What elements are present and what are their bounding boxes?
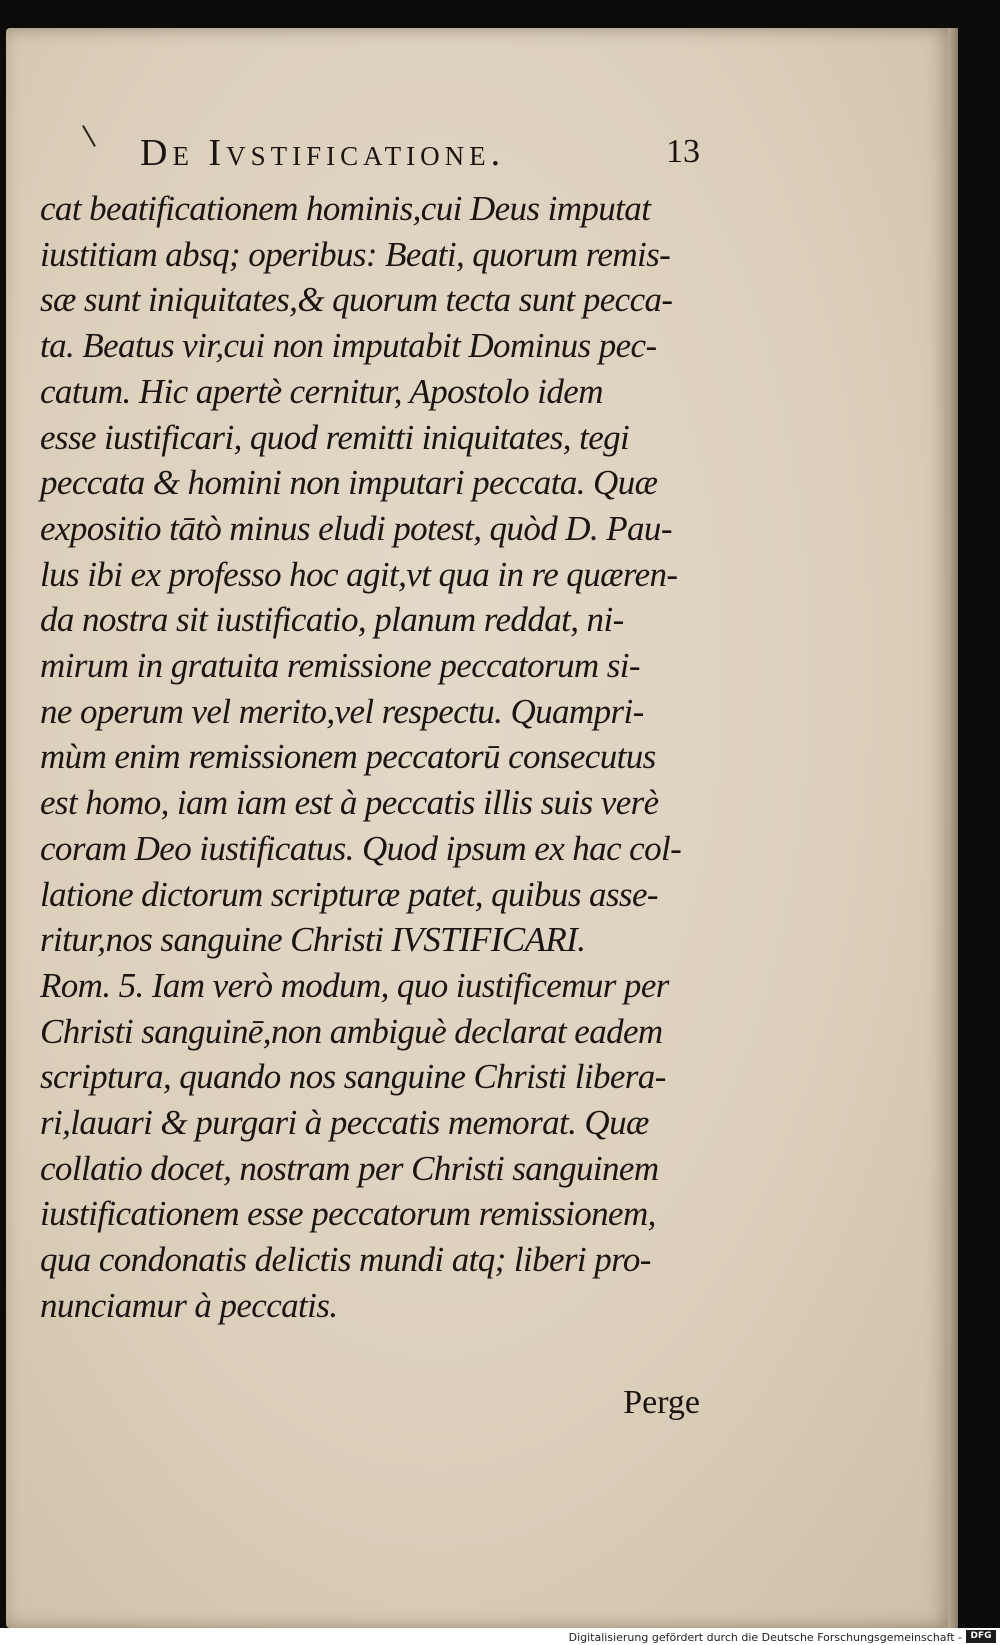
text-line: nunciamur à peccatis. — [40, 1285, 338, 1325]
dfg-logo-icon: DFG — [966, 1630, 996, 1643]
page-number: 13 — [666, 133, 700, 170]
funding-credit: Digitalisierung gefördert durch die Deutsche Forschungsgemeinschaft - — [568, 1631, 962, 1644]
text-line: scriptura, quando nos sanguine Christi libera- — [40, 1057, 666, 1097]
text-line: ne operum vel merito,vel respectu. Quampri- — [40, 691, 644, 731]
text-line: expositio tātò minus eludi potest, quòd D. Pau- — [40, 508, 672, 548]
text-line: Rom. 5. Iam verò modum, quo iustificemur per — [40, 965, 669, 1005]
text-line: iustitiam absq; operibus: Beati, quorum remis- — [40, 234, 671, 274]
text-line: da nostra sit iustificatio, planum reddat, ni- — [40, 600, 624, 640]
text-line: sæ sunt iniquitates,& quorum tecta sunt pecca- — [40, 280, 673, 320]
page-edge — [948, 28, 958, 1628]
text-line: coram Deo iustificatus. Quod ipsum ex hac col- — [40, 828, 682, 868]
text-line: peccata & homini non imputari peccata. Quæ — [40, 463, 658, 503]
running-head — [140, 131, 700, 181]
text-line: mirum in gratuita remissione peccatorum si- — [40, 646, 640, 686]
text-line: catum. Hic apertè cernitur, Apostolo idem — [40, 371, 603, 411]
footer-bar — [0, 1628, 1000, 1645]
text-line: iustificationem esse peccatorum remissionem, — [40, 1194, 656, 1234]
text-line: esse iustificari, quod remitti iniquitates, tegi — [40, 417, 630, 457]
catchword: Perge — [623, 1384, 700, 1421]
text-line: est homo, iam iam est à peccatis illis suis verè — [40, 783, 659, 823]
text-line: cat beatificationem hominis,cui Deus imputat — [40, 189, 651, 228]
book-page — [6, 28, 958, 1628]
body-text — [40, 186, 710, 1329]
text-line: ri,lauari & purgari à peccatis memorat. Quæ — [40, 1103, 649, 1143]
running-title: De Ivstificatione. — [140, 132, 506, 174]
text-line: mùm enim remissionem peccatorū consecutus — [40, 737, 656, 777]
text-line: ta. Beatus vir,cui non imputabit Dominus pec- — [40, 326, 657, 366]
text-line: Christi sanguinē,non ambiguè declarat eadem — [40, 1011, 663, 1051]
text-line: latione dictorum scripturæ patet, quibus asse- — [40, 874, 658, 914]
text-line: qua condonatis delictis mundi atq; liberi pro- — [40, 1240, 651, 1280]
text-line: ritur,nos sanguine Christi IVSTIFICARI. — [40, 920, 586, 960]
text-line: lus ibi ex professo hoc agit,vt qua in re quæren- — [40, 554, 678, 594]
ink-mark — [82, 125, 96, 147]
text-line: collatio docet, nostram per Christi sanguinem — [40, 1148, 659, 1188]
